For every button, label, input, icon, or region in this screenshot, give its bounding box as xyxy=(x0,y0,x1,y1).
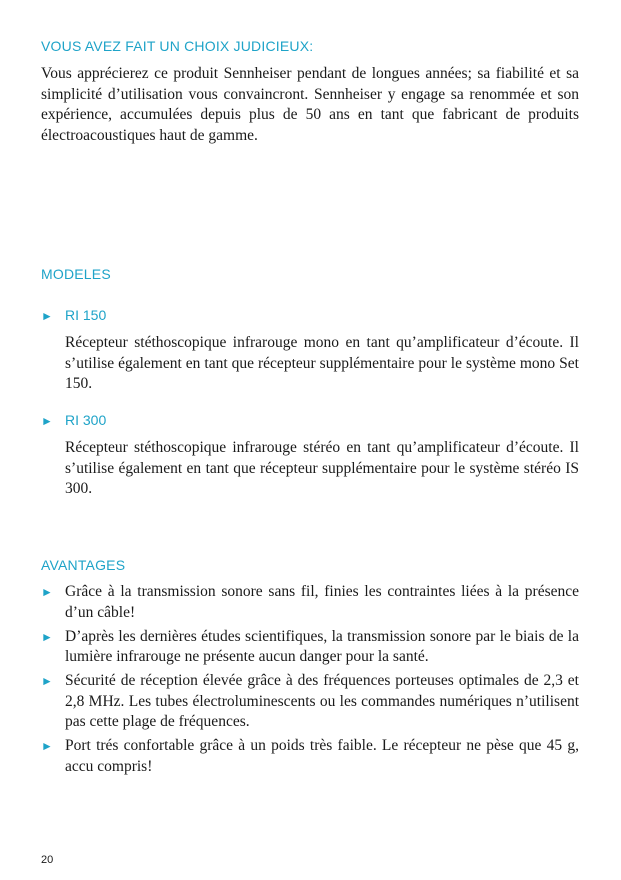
advantage-item xyxy=(41,736,579,777)
arrow-icon: ► xyxy=(41,674,53,688)
model-description: Récepteur stéthoscopique infrarouge stéréo en tant qu’amplificateur d’écoute. Il s’utilise également en tant que récepteur supplémentaire pour le système stéréo IS 300. xyxy=(65,439,579,497)
advantage-item xyxy=(41,671,579,733)
intro-heading: VOUS AVEZ FAIT UN CHOIX JUDICIEUX: xyxy=(41,38,314,54)
models-heading: MODELES xyxy=(41,266,111,282)
page-number: 20 xyxy=(41,854,54,866)
advantages-heading: AVANTAGES xyxy=(41,557,126,573)
model-description: Récepteur stéthoscopique infrarouge mono en tant qu’amplificateur d’écoute. Il s’utilise également en tant que récepteur supplémentaire pour le système mono Set 150. xyxy=(65,334,579,392)
intro-paragraph: Vous apprécierez ce produit Sennheiser pendant de longues années; sa fiabilité et sa simplicité d’utilisation vous convaincront. Sennheiser y engage sa renommée et son expérience, accumulées depuis plus de 50 ans en tant que fabricant de produits électroacoustiques haut de gamme. xyxy=(41,65,579,144)
arrow-icon: ► xyxy=(41,309,53,323)
model-ri300 xyxy=(41,410,579,500)
model-name: RI 300 xyxy=(65,412,107,428)
arrow-icon: ► xyxy=(41,629,53,644)
arrow-icon: ► xyxy=(41,414,53,428)
advantage-text: Sécurité de réception élevée grâce à des fréquences porteuses optimales de 2,3 et 2,8 MHz. Les tubes électroluminescents ou les commandes numériques n’utilisent pas cette plage de fréquences. xyxy=(65,672,579,730)
advantage-text: D’après les dernières études scientifiques, la transmission sonore par le biais de la lumière infrarouge ne présente aucun danger pour la santé. xyxy=(65,627,579,665)
advantages-list xyxy=(41,582,579,781)
advantage-item xyxy=(41,582,579,623)
model-name: RI 150 xyxy=(65,307,107,323)
advantage-item xyxy=(41,627,579,668)
model-ri150 xyxy=(41,305,579,395)
arrow-icon: ► xyxy=(41,585,53,599)
advantage-text: Grâce à la transmission sonore sans fil, finies les contraintes liées à la présence d’un câble! xyxy=(65,583,579,621)
advantage-text: Port trés confortable grâce à un poids très faible. Le récepteur ne pèse que 45 g, accu compris! xyxy=(65,737,579,775)
arrow-icon: ► xyxy=(41,739,53,753)
